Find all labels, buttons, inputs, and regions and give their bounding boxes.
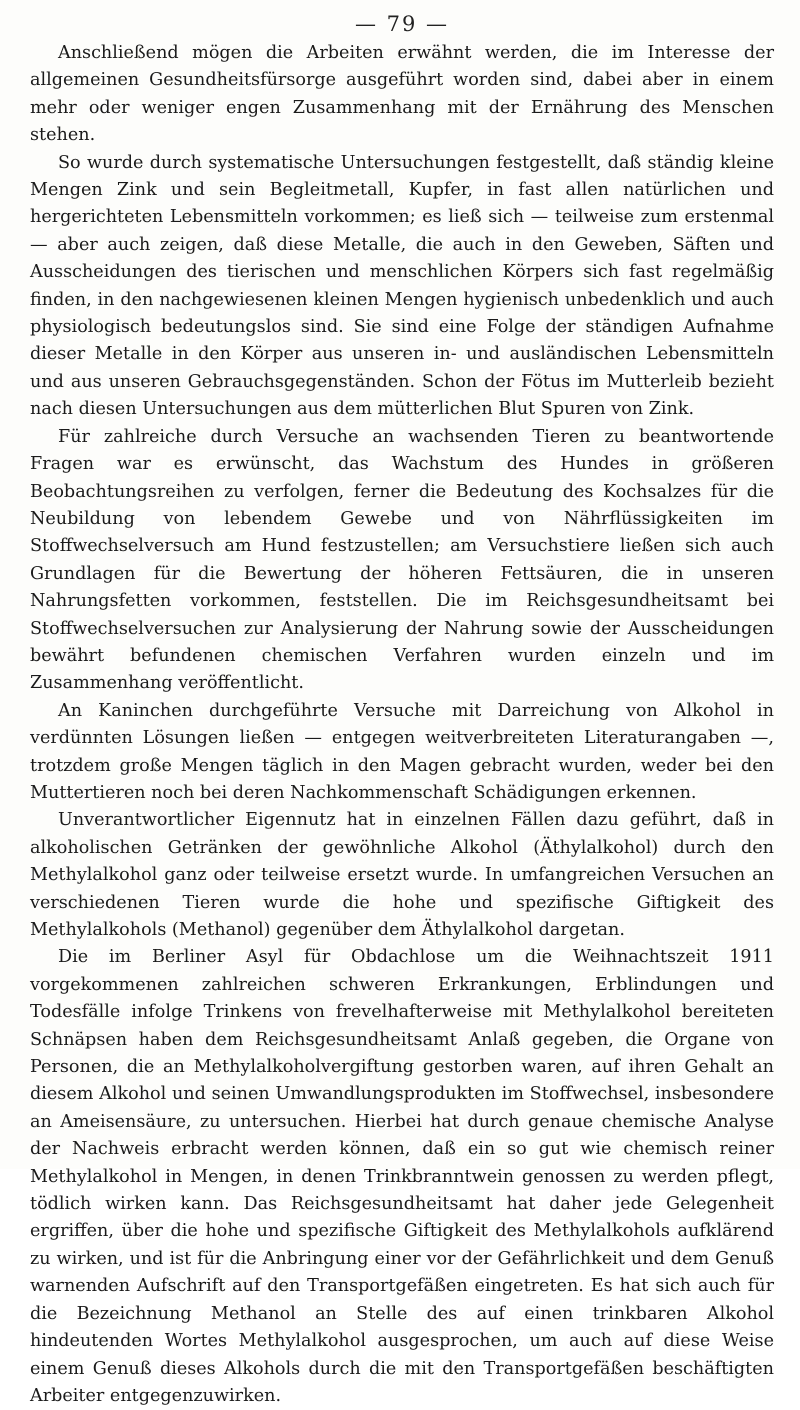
page-number: — 79 — [354, 12, 450, 36]
paragraph-rabbit-alcohol: An Kaninchen durchgeführte Versuche mit Darreichung von Alkohol in verdünnten Lösungen ließen — entgegen weitverbreiteten Literaturangaben —, trotzdem große Mengen täglich in den Magen gebracht wurden, weder bei den Muttertieren noch bei deren Nachkommenschaft Schädigungen erkennen. [30, 700, 774, 803]
body-text [30, 40, 774, 1410]
paragraph-berlin-asylum: Die im Berliner Asyl für Obdachlose um die Weihnachtszeit 1911 vorgekommenen zahlreichen schweren Erkrankungen, Erblindungen und Todesfälle infolge Trinkens von frevelhafterweise mit Methylalkohol bereiteten Schnäpsen haben dem Reichsgesundheitsamt Anlaß gegeben, die Organe von Personen, die an Methylalkoholvergiftung gestorben waren, auf ihren Gehalt an diesem Alkohol und seinen Umwandlungsprodukten im Stoffwechsel, insbesondere an Ameisensäure, zu untersuchen. Hierbei hat durch genaue chemische Analyse der Nachweis erbracht werden können, daß ein so gut wie chemisch reiner Methylalkohol in Mengen, in denen Trinkbranntwein genossen zu werden pflegt, tödlich wirken kann. Das Reichsgesundheitsamt hat daher jede Gelegenheit ergriffen, über die hohe und spezifische Giftigkeit des Methylalkohols aufklärend zu wirken, und ist für die Anbringung einer vor der Gefährlichkeit und dem Genuß warnenden Aufschrift auf den Transportgefäßen eingetreten. Es hat sich auch für die Bezeichnung Methanol an Stelle des auf einen trinkbaren Alkohol hindeutenden Wortes Methylalkohol ausgesprochen, um auch auf diese Weise einem Genuß dieses Alkohols durch die mit den Transportgefäßen beschäftigten Arbeiter entgegenzuwirken. [30, 947, 774, 1406]
paragraph-dog-experiments: Für zahlreiche durch Versuche an wachsenden Tieren zu beantwortende Fragen war es erwünscht, das Wachstum des Hundes in größeren Beobachtungsreihen zu verfolgen, ferner die Bedeutung des Kochsalzes für die Neubildung von lebendem Gewebe und von Nährflüssigkeiten im Stoffwechselversuch am Hund festzustellen; am Versuchstiere ließen sich auch Grundlagen für die Bewertung der höheren Fettsäuren, die in unseren Nahrungsfetten vorkommen, feststellen. Die im Reichsgesundheitsamt bei Stoffwechselversuchen zur Analysierung der Nahrung sowie der Ausscheidungen bewährt befundenen chemischen Verfahren wurden einzeln und im Zusammenhang veröffentlicht. [30, 426, 774, 694]
paragraph-intro: Anschließend mögen die Arbeiten erwähnt werden, die im Interesse der allgemeinen Gesundheitsfürsorge ausgeführt worden sind, dabei aber in einem mehr oder weniger engen Zusammenhang mit der Ernährung des Menschen stehen. [30, 43, 774, 146]
paragraph-zinc: So wurde durch systematische Untersuchungen festgestellt, daß ständig kleine Mengen Zink und sein Begleitmetall, Kupfer, in fast allen natürlichen und hergerichteten Lebensmitteln vorkommen; es ließ sich — teilweise zum erstenmal — aber auch zeigen, daß diese Metalle, die auch in den Geweben, Säften und Ausscheidungen des tierischen und menschlichen Körpers sich fast regelmäßig finden, in den nachgewiesenen kleinen Mengen hygienisch unbedenklich und auch physiologisch bedeutungslos sind. Sie sind eine Folge der ständigen Aufnahme dieser Metalle in den Körper aus unseren in- und ausländischen Lebensmitteln und aus unseren Gebrauchsgegenständen. Schon der Fötus im Mutterleib bezieht nach diesen Untersuchungen aus dem mütterlichen Blut Spuren von Zink. [30, 152, 774, 420]
paragraph-methyl-alcohol: Unverantwortlicher Eigennutz hat in einzelnen Fällen dazu geführt, daß in alkoholischen Getränken der gewöhnliche Alkohol (Äthylalkohol) durch den Methylalkohol ganz oder teilweise ersetzt wurde. In umfangreichen Versuchen an verschiedenen Tieren wurde die hohe und spezifische Giftigkeit des Methylalkohols (Methanol) gegenüber dem Äthylalkohol dargetan. [30, 810, 774, 940]
